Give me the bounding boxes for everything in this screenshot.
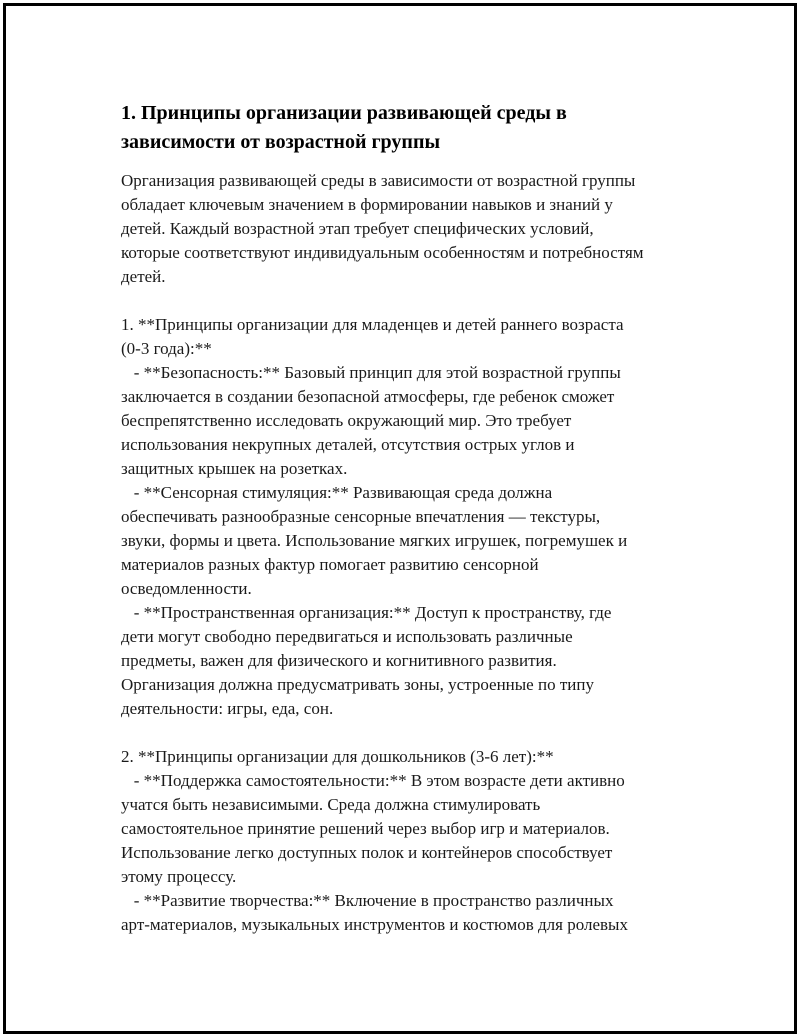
paragraph-gap <box>121 289 711 313</box>
text-line: этому процессу. <box>121 867 237 886</box>
text-line: деятельности: игры, еда, сон. <box>121 699 334 718</box>
heading-line: 1. Принципы организации развивающей среды в <box>121 102 567 124</box>
text-line: дети могут свободно передвигаться и использовать различные <box>121 627 573 646</box>
text-line: детей. Каждый возрастной этап требует специфических условий, <box>121 219 594 238</box>
text-line: Организация развивающей среды в зависимости от возрастной группы <box>121 171 636 190</box>
text-line: 2. **Принципы организации для дошкольников (3-6 лет):** <box>121 747 554 766</box>
text-line: - **Развитие творчества:** Включение в пространство различных <box>121 891 614 910</box>
text-line: арт-материалов, музыкальных инструментов и костюмов для ролевых <box>121 915 628 934</box>
text-line: Организация должна предусматривать зоны, устроенные по типу <box>121 675 594 694</box>
text-line: - **Пространственная организация:** Доступ к пространству, где <box>121 603 612 622</box>
text-line: звуки, формы и цвета. Использование мягких игрушек, погремушек и <box>121 531 628 550</box>
text-line: (0-3 года):** <box>121 339 212 358</box>
section-1-infants <box>121 313 711 721</box>
text-line: использования некрупных деталей, отсутствия острых углов и <box>121 435 575 454</box>
section-2-preschool <box>121 745 711 937</box>
text-line: материалов разных фактур помогает развитию сенсорной <box>121 555 539 574</box>
intro-paragraph <box>121 169 711 289</box>
document-body <box>121 99 711 937</box>
text-line: - **Сенсорная стимуляция:** Развивающая среда должна <box>121 483 553 502</box>
text-line: обладает ключевым значением в формировании навыков и знаний у <box>121 195 613 214</box>
text-line: которые соответствуют индивидуальным особенностям и потребностям <box>121 243 644 262</box>
text-line: учатся быть независимыми. Среда должна стимулировать <box>121 795 541 814</box>
text-line: беспрепятственно исследовать окружающий мир. Это требует <box>121 411 572 430</box>
text-line: предметы, важен для физического и когнитивного развития. <box>121 651 557 670</box>
paragraph-gap <box>121 721 711 745</box>
text-line: - **Поддержка самостоятельности:** В этом возрасте дети активно <box>121 771 625 790</box>
text-line: защитных крышек на розетках. <box>121 459 348 478</box>
text-line: самостоятельное принятие решений через выбор игр и материалов. <box>121 819 610 838</box>
text-line: обеспечивать разнообразные сенсорные впечатления — текстуры, <box>121 507 601 526</box>
text-line: - **Безопасность:** Базовый принцип для этой возрастной группы <box>121 363 621 382</box>
text-line: осведомленности. <box>121 579 252 598</box>
heading-line: зависимости от возрастной группы <box>121 131 441 153</box>
page-border <box>3 3 797 1034</box>
text-line: 1. **Принципы организации для младенцев и детей раннего возраста <box>121 315 624 334</box>
text-line: заключается в создании безопасной атмосферы, где ребенок сможет <box>121 387 615 406</box>
text-line: детей. <box>121 267 166 286</box>
text-line: Использование легко доступных полок и контейнеров способствует <box>121 843 613 862</box>
section-heading <box>121 99 711 157</box>
